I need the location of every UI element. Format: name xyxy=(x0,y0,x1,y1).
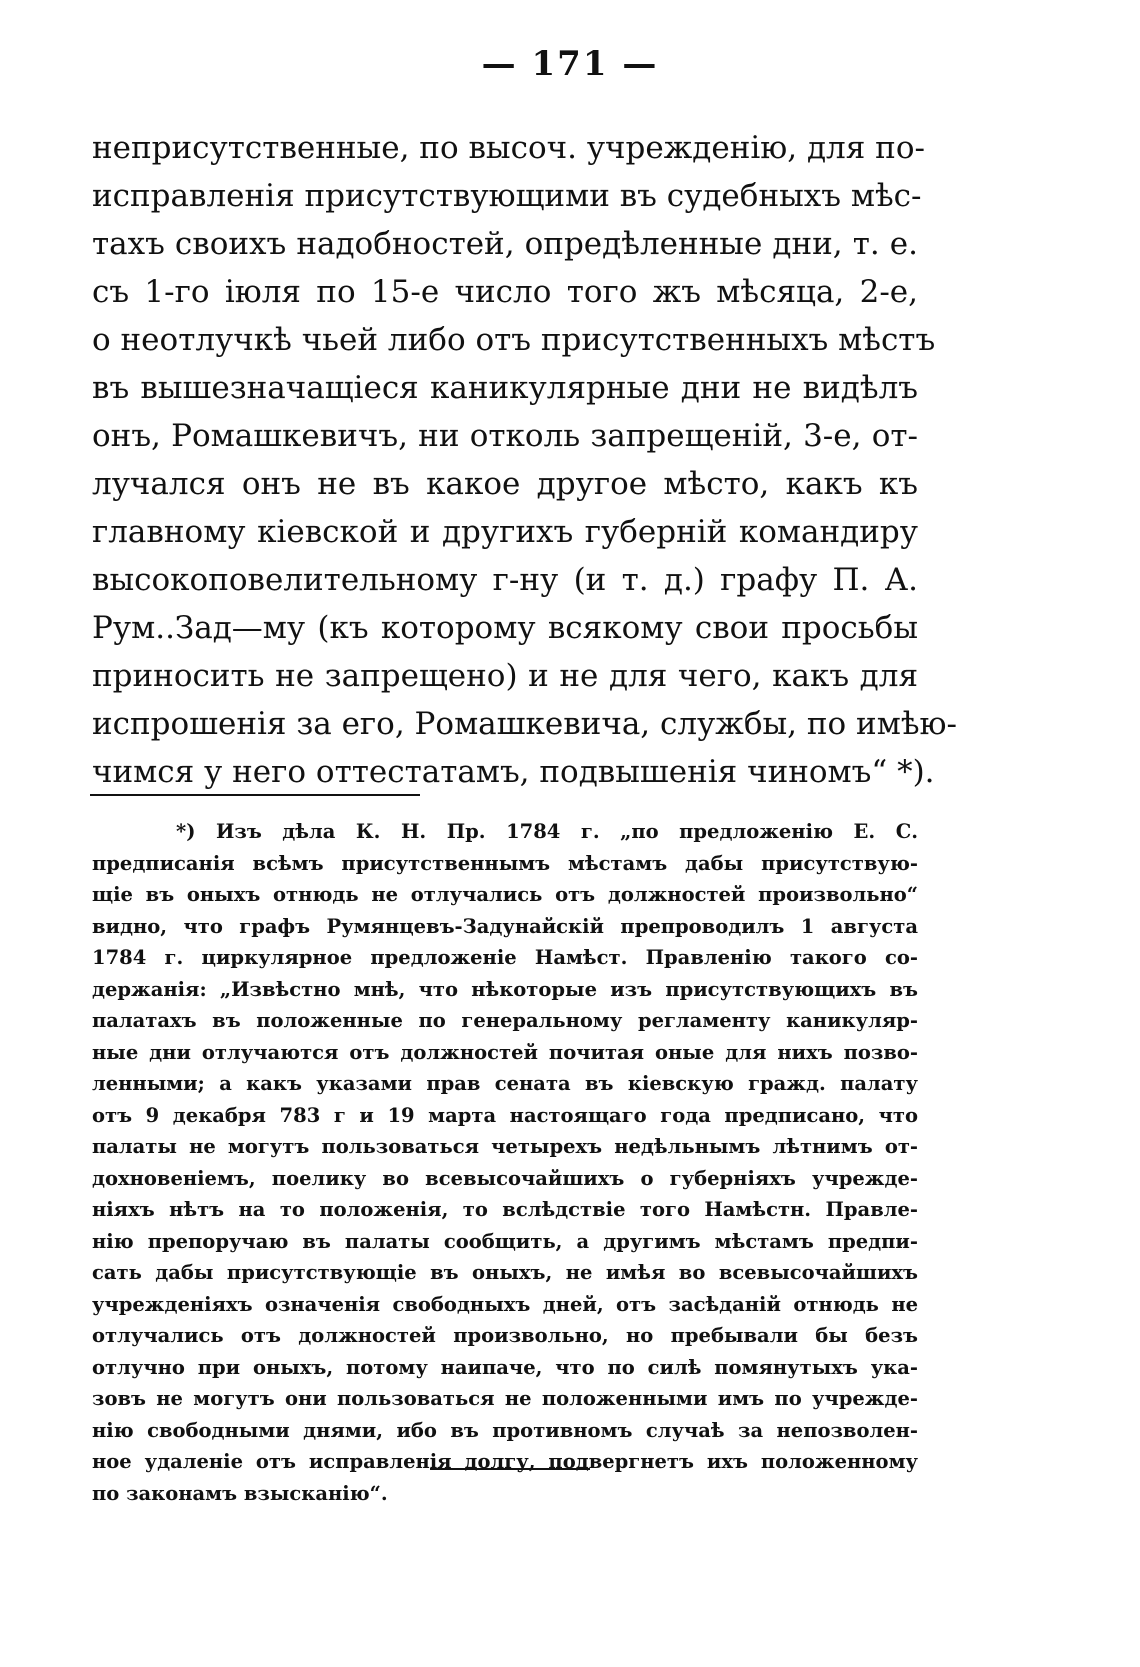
footnote-line: отлучались отъ должностей произвольно, но пребывали бы безъ xyxy=(92,1324,918,1347)
footnote-line: ные дни отлучаются отъ должностей почитая оные для нихъ позво- xyxy=(92,1040,918,1064)
main-text-line: высокоповелительному г-ну (и т. д.) графу П. А. xyxy=(92,562,918,598)
main-text-line: онъ, Ромашкевичъ, ни отколь запрещеній, 3-е, от- xyxy=(92,418,918,454)
footnote-line: щіе въ оныхъ отнюдь не отлучались отъ должностей произвольно“ xyxy=(92,883,918,906)
footnote-line: палатахъ въ положенные по генеральному регламенту каникуляр- xyxy=(92,1009,918,1032)
footnote-line: нію препоручаю въ палаты сообщить, а другимъ мѣстамъ предпи- xyxy=(92,1229,918,1253)
main-text-line: съ 1-го іюля по 15-е число того жъ мѣсяца, 2-е, xyxy=(92,274,918,310)
page-number: — 171 — xyxy=(481,44,659,84)
footnote-line: *) Изъ дѣла К. Н. Пр. 1784 г. „по предложенію Е. С. xyxy=(176,820,918,843)
footnote-line: отъ 9 декабря 783 г и 19 марта настоящаго года предписано, что xyxy=(92,1103,918,1127)
footnote-line: 1784 г. циркулярное предложеніе Намѣст. Правленію такого со- xyxy=(92,946,918,969)
footnote xyxy=(92,816,918,1509)
closing-rule xyxy=(430,1468,590,1470)
main-text-line: тахъ своихъ надобностей, опредѣленные дни, т. е. xyxy=(92,226,918,262)
main-text-line: исправленія присутствующими въ судебныхъ мѣс- xyxy=(92,178,922,214)
footnote-line: сать дабы присутствующіе въ оныхъ, не имѣя во всевысочайшихъ xyxy=(92,1261,918,1284)
main-text xyxy=(92,124,957,796)
footnote-line: видно, что графъ Румянцевъ-Задунайскій препроводилъ 1 августа xyxy=(92,914,918,938)
footnote-line: дохновеніемъ, поелику во всевысочайшихъ о губерніяхъ учрежде- xyxy=(92,1166,918,1190)
footnote-line: отлучно при оныхъ, потому наипаче, что по силѣ помянутыхъ ука- xyxy=(92,1355,918,1379)
footnote-separator xyxy=(90,794,420,796)
footnote-line: учрежденіяхъ означенія свободныхъ дней, отъ засѣданій отнюдь не xyxy=(92,1292,918,1316)
footnote-line: зовъ не могутъ они пользоваться не положенными имъ по учрежде- xyxy=(92,1387,918,1410)
footnote-line: предписанія всѣмъ присутственнымъ мѣстамъ дабы присутствую- xyxy=(92,851,918,875)
main-text-line: приносить не запрещено) и не для чего, какъ для xyxy=(92,658,918,694)
main-text-line: чимся у него оттестатамъ, подвышенія чиномъ“ *). xyxy=(92,754,935,790)
footnote-line: держанія: „Извѣстно мнѣ, что нѣкоторые изъ присутствующихъ въ xyxy=(92,977,918,1001)
main-text-line: Рум..Зад—му (къ которому всякому свои просьбы xyxy=(92,610,918,646)
footnote-line: ленными; а какъ указами прав сената въ кіевскую гражд. палату xyxy=(92,1072,918,1095)
main-text-line: главному кіевской и другихъ губерній командиру xyxy=(92,514,918,550)
footnote-line: ное удаленіе отъ исправленія долгу, подвергнетъ ихъ положенному xyxy=(92,1450,918,1473)
footnote-line: по законамъ взысканію“. xyxy=(92,1481,388,1505)
footnote-line: палаты не могутъ пользоваться четырехъ недѣльнымъ лѣтнимъ от- xyxy=(92,1135,918,1158)
main-text-line: неприсутственные, по высоч. учрежденію, для по- xyxy=(92,130,925,166)
main-text-line: о неотлучкѣ чьей либо отъ присутственныхъ мѣстъ xyxy=(92,322,936,358)
footnote-line: нію свободными днями, ибо въ противномъ случаѣ за непозволен- xyxy=(92,1418,918,1442)
main-text-line: въ вышезначащіеся каникулярные дни не видѣлъ xyxy=(92,370,918,406)
main-text-line: испрошенія за его, Ромашкевича, службы, по имѣю- xyxy=(92,706,957,742)
main-text-line: лучался онъ не въ какое другое мѣсто, какъ къ xyxy=(92,466,918,502)
footnote-line: ніяхъ нѣтъ на то положенія, то вслѣдствіе того Намѣстн. Правле- xyxy=(92,1198,918,1221)
